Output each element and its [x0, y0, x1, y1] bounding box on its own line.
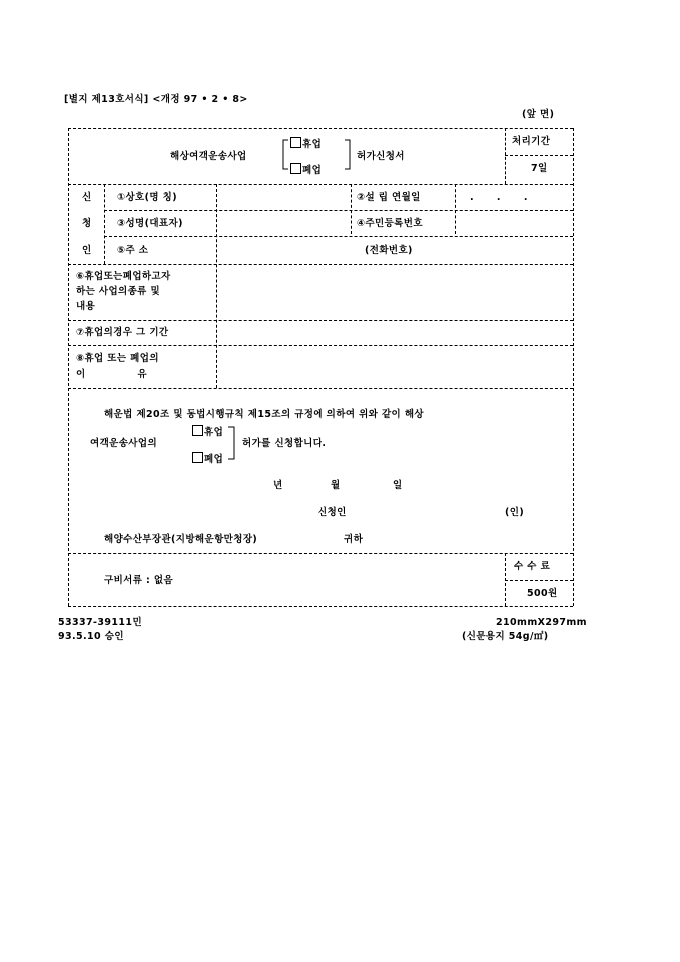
processing-period-value: 7일 [531, 163, 548, 174]
row-line-3 [68, 320, 573, 321]
border-bottom [68, 606, 573, 607]
fee-label: 수 수 료 [514, 561, 551, 572]
border-right [573, 128, 574, 606]
title-option-suspend[interactable]: 휴업 [290, 137, 321, 150]
title-option-close[interactable]: 폐업 [290, 163, 321, 176]
title-prefix: 해상여객운송사업 [170, 151, 247, 162]
name-label: ①상호(명 칭) [117, 192, 177, 203]
label-column-divider [216, 184, 217, 388]
founded-date-field[interactable]: . . . [470, 192, 538, 203]
declaration-line-2-suffix: 허가를 신청합니다. [242, 438, 327, 449]
row-line-1 [104, 210, 573, 211]
processing-period-label: 처리기간 [512, 136, 551, 147]
border-top [68, 128, 573, 129]
applicant-bottom-line [68, 264, 573, 265]
form-reference: [별지 제13호서식] <개정 97 • 2 • 8> [64, 94, 248, 105]
applicant-side-char-2: 청 [82, 218, 92, 229]
address-label: ⑤주 소 [117, 245, 149, 256]
fee-value: 500원 [527, 588, 558, 599]
resident-number-label: ④주민등록번호 [357, 218, 423, 229]
date-month-label: 월 [331, 480, 341, 491]
mid-column-divider [351, 184, 352, 234]
form-code: 53337-39111민 [58, 617, 143, 628]
row-line-4 [68, 345, 573, 346]
honorific: 귀하 [344, 534, 364, 545]
declaration-option-suspend[interactable]: 휴업 [192, 425, 223, 438]
founded-date-label: ②설 립 연월일 [357, 192, 421, 203]
border-left [68, 128, 69, 606]
declaration-suspend-checkbox[interactable] [192, 425, 203, 436]
reason-label-line-2: 이 유 [76, 369, 148, 380]
suspension-period-label: ⑦휴업의경우 그 기간 [76, 327, 169, 338]
declaration-line-2-prefix: 여객운송사업의 [90, 438, 158, 449]
row-line-5 [68, 388, 573, 389]
fee-split [505, 580, 573, 581]
row-line-2 [104, 236, 573, 237]
reason-label-line-1: ⑧휴업 또는 폐업의 [76, 353, 159, 364]
addressee: 해양수산부장관(지방해운항만청장) [104, 534, 258, 545]
title-suffix: 허가신청서 [357, 151, 405, 162]
required-documents: 구비서류 : 없음 [104, 575, 174, 586]
processing-divider [505, 128, 506, 184]
phone-label: (전화번호) [365, 245, 413, 256]
representative-label: ③성명(대표자) [117, 218, 183, 229]
date-day-label: 일 [393, 480, 403, 491]
approval-date: 93.5.10 승인 [58, 631, 124, 642]
title-bracket-icon [282, 138, 352, 172]
seal-label: (인) [505, 507, 525, 518]
business-kind-label-line-2: 하는 사업의종류 및 [76, 286, 161, 297]
declaration-line-1: 해운법 제20조 및 동법시행규칙 제15조의 규정에 의하여 위와 같이 해상 [104, 409, 424, 420]
paper-type: (신문용지 54g/㎡) [462, 631, 549, 642]
footer-top-line [68, 553, 573, 554]
applicant-signature-label: 신청인 [318, 507, 347, 518]
declaration-bracket-icon [226, 425, 236, 461]
declaration-option-close[interactable]: 폐업 [192, 452, 223, 465]
applicant-side-divider [104, 184, 105, 264]
processing-split [505, 155, 573, 156]
page-side-label: (앞 면) [522, 109, 555, 120]
right-label-divider [455, 184, 456, 234]
title-bottom-line [68, 184, 573, 185]
business-kind-label-line-1: ⑥휴업또는폐업하고자 [76, 271, 171, 282]
paper-size: 210mmX297mm [496, 617, 587, 628]
date-year-label: 년 [273, 480, 283, 491]
applicant-side-char-3: 인 [82, 245, 92, 256]
applicant-side-char-1: 신 [82, 192, 92, 203]
business-kind-label-line-3: 내용 [76, 301, 96, 312]
declaration-close-checkbox[interactable] [192, 452, 203, 463]
